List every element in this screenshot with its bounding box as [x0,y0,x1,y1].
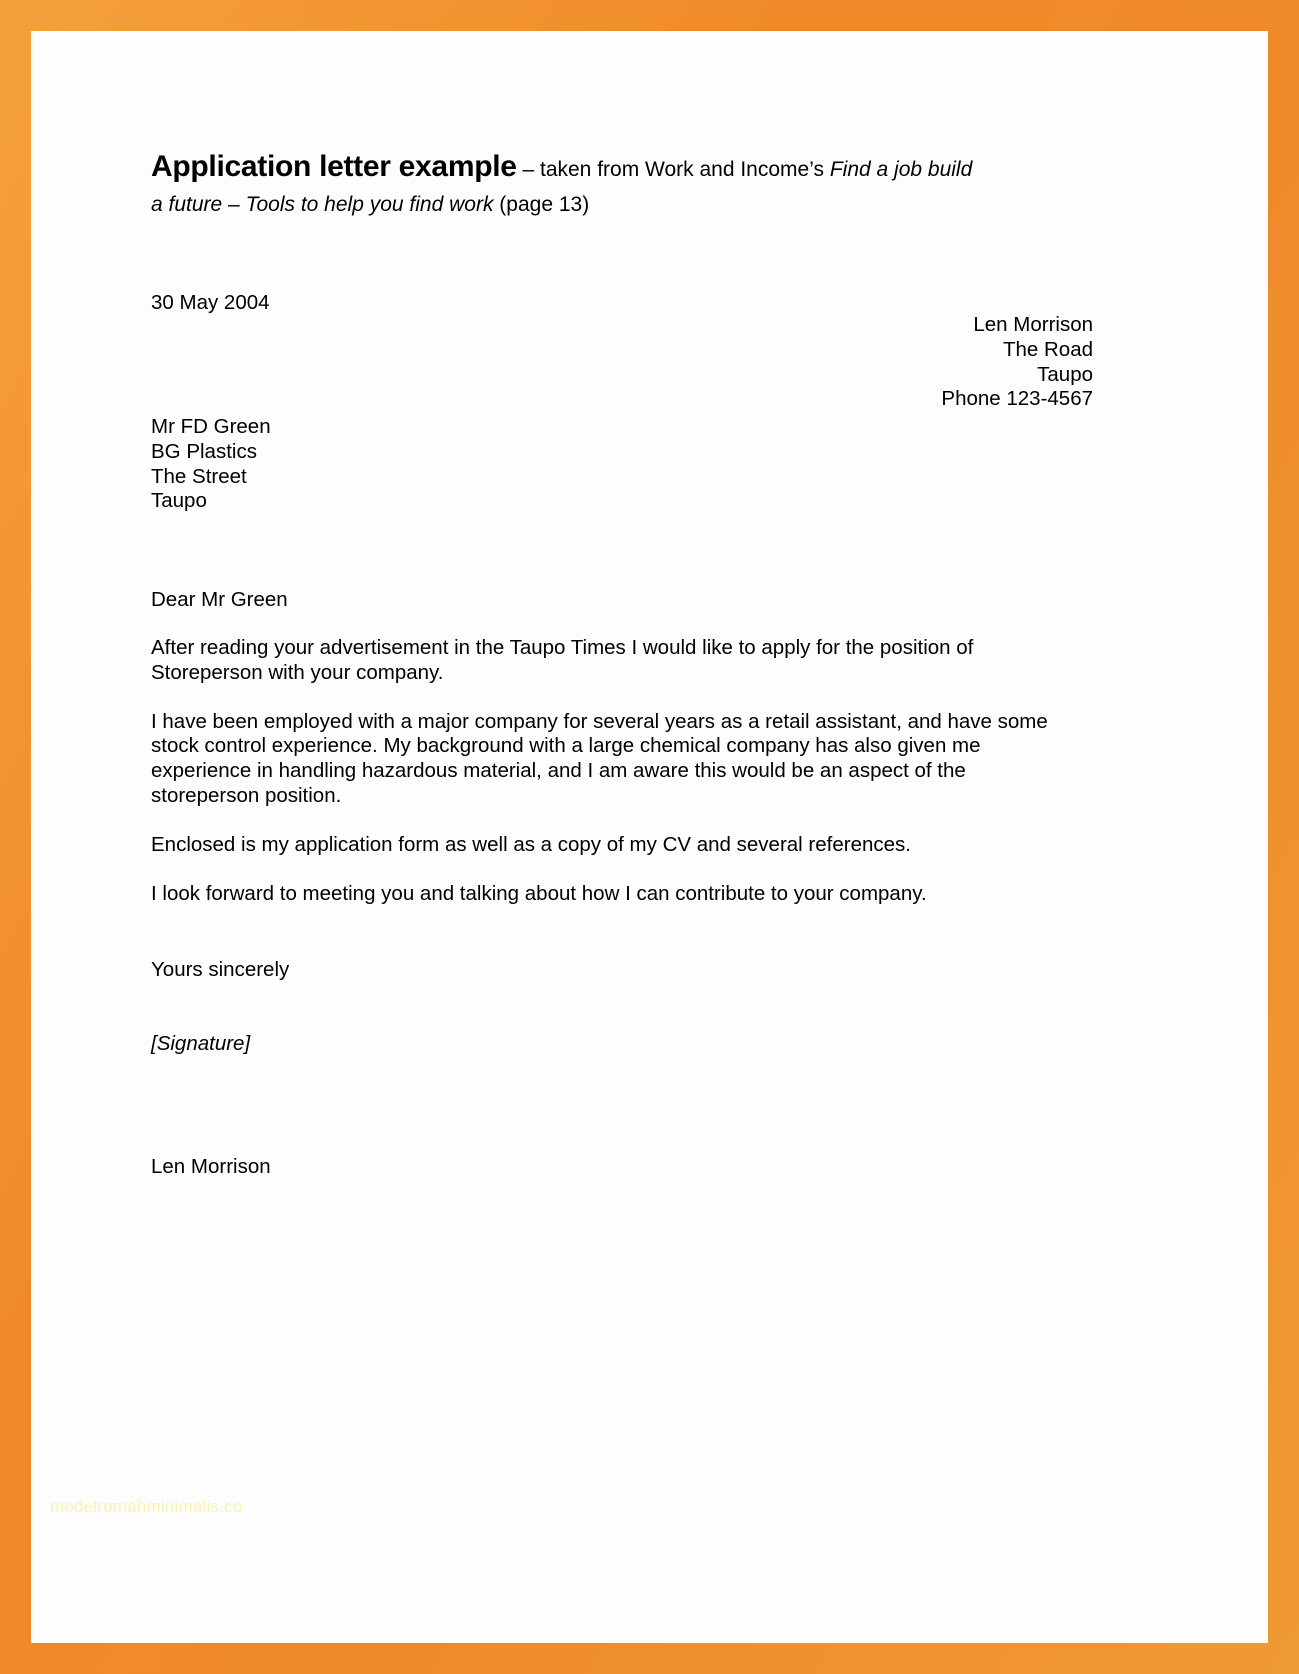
letter-heading [151,149,1073,220]
letter-paper [31,31,1268,1643]
closing-salutation: Yours sincerely [151,958,290,981]
body-paragraph: Enclosed is my application form as well as a copy of my CV and several references. [151,832,911,856]
page-title: Application letter example [151,150,517,183]
recipient-name: Mr FD Green [151,415,271,438]
sender-city: Taupo [1037,362,1093,386]
letter-content [31,31,1268,1643]
signature-placeholder: [Signature] [151,1032,251,1055]
letter-body [151,636,1061,930]
salutation: Dear Mr Green [151,588,288,611]
heading-source-italic-2b: Tools to help you find work [245,193,494,216]
heading-source-italic-2a: a future [151,193,223,216]
body-paragraph: I look forward to meeting you and talking about how I can contribute to your company. [151,881,927,905]
signer-name: Len Morrison [151,1155,271,1178]
recipient-company: BG Plastics [151,439,257,463]
watermark: modelrumahminimalis.co [50,1497,243,1516]
sender-street: The Road [1002,337,1093,361]
recipient-street: The Street [151,464,247,488]
sender-phone: Phone 123-4567 [941,387,1093,411]
heading-dash: – [222,193,246,216]
heading-source-italic-1: Find a job build [829,158,973,181]
sender-address-block [941,313,1093,412]
heading-source-prefix: – taken from Work and Income’s [516,158,830,181]
recipient-address-block [151,415,271,514]
body-paragraph: I have been employed with a major company for several years as a retail assistant, and have some stock control experience. My background with a large chemical company has also given me experience in handling hazardous material, and I am aware this would be an aspect of the storeperson position. [151,709,1048,807]
letter-date: 30 May 2004 [151,291,270,314]
sender-name: Len Morrison [973,313,1093,336]
heading-line-2 [151,189,1073,220]
body-paragraph: After reading your advertisement in the Taupo Times I would like to apply for the position of Storeperson with your company. [151,636,974,684]
heading-line-1 [151,149,1073,187]
recipient-city: Taupo [151,489,207,513]
heading-page-ref: (page 13) [493,193,590,216]
